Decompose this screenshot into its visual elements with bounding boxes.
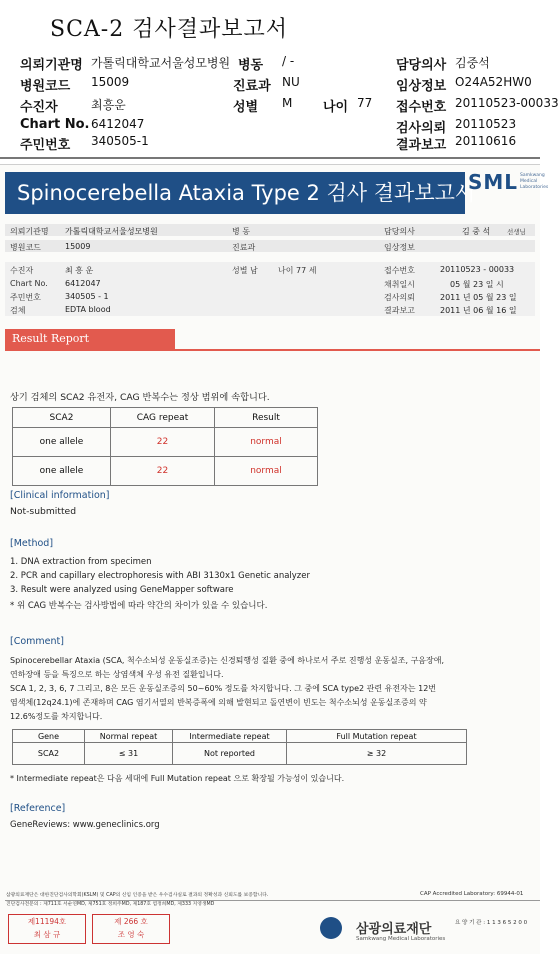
cover-clinical-label: 임상정보 [396,79,447,94]
repeat-range-table [12,729,467,765]
info-sex: 성별 남 [232,266,258,275]
reference-title: [Reference] [10,803,66,814]
result-header-cag: CAG repeat [111,408,215,428]
stamp-1-name: 최 삼 규 [33,930,61,939]
cag-value: 22 [111,457,215,486]
cover-age-label: 나이 [323,100,349,115]
info-chart-label: Chart No. [10,279,48,288]
info-clinical-label: 임상정보 [384,243,415,252]
cover-report-value: 20110616 [455,134,517,148]
org-subtitle: Samkwang Medical Laboratories [356,936,446,942]
cover-institution-label: 의뢰기관명 [20,58,83,73]
cover-hospital-code-value: 15009 [91,75,130,89]
cover-institution-value: 가톨릭대학교서울성모병원 [91,56,231,70]
cover-dept-value: NU [282,75,300,89]
stamp-2-number: 제 266 호 [114,917,148,926]
result-header-gene: SCA2 [13,408,111,428]
allele-label: one allele [13,428,111,457]
stamp-1-number: 제11194호 [27,917,67,926]
comment-line: 12.6%정도를 차지합니다. [10,712,103,721]
info-report-label: 결과보고 [384,306,415,315]
info-specimen-value: EDTA blood [65,305,111,314]
info-age: 나이 77 세 [278,266,317,275]
method-line: 3. Result were analyzed using GeneMapper software [10,585,234,595]
info-rrn-value: 340505 - 1 [65,292,109,301]
result-header-result: Result [215,408,318,428]
footer-accreditation: 삼광의료재단은 대한진단검사의학회(KSLM) 및 CAP의 신임 인증을 받은 우수검사실로 결과의 정확성과 신뢰도를 보증합니다. [6,893,269,898]
cag-value: 22 [111,428,215,457]
info-doctor-value: 김 중 석 [462,227,491,236]
result-table [12,407,318,486]
cover-divider [0,157,540,159]
doctor-stamp-2 [92,914,170,944]
footer-rule [5,900,540,901]
cover-age-value: 77 [357,96,373,110]
range-note: * Intermediate repeat은 다음 세대에 Full Mutation repeat 으로 확장될 가능성이 있습니다. [10,774,345,783]
result-report-label: Result Report [12,332,90,345]
cover-receipt-value: 20110523-00033 [455,96,559,110]
cover-request-label: 검사의뢰 [396,121,447,136]
range-gene: SCA2 [13,743,85,765]
method-line: 2. PCR and capillary electrophoresis with ABI 3130x1 Genetic analyzer [10,571,310,581]
info-hospital-code-label: 병원코드 [10,243,41,252]
info-doctor-suffix: 선생님 [507,228,526,236]
table-row [13,457,318,486]
result-report-rule [5,349,540,351]
method-title: [Method] [10,538,54,549]
clinical-text: Not-submitted [10,506,77,517]
cover-hospital-code-label: 병원코드 [20,79,71,94]
info-patient-value: 최 흥 운 [65,266,94,275]
info-dept-label: 진료과 [232,243,256,252]
cover-ward-label: 병동 [238,58,264,73]
method-line: 1. DNA extraction from specimen [10,557,152,567]
info-collect-label: 채취일시 [384,280,415,289]
range-intermediate: Not reported [173,743,287,765]
cover-patient-value: 최흥운 [91,98,126,112]
info-ward-label: 병 동 [232,227,250,236]
info-receipt-label: 접수번호 [384,266,415,275]
info-chart-value: 6412047 [65,279,101,288]
cover-ward-value: / - [282,54,295,68]
range-header-gene: Gene [13,730,85,743]
method-note: * 위 CAG 반복수는 검사방법에 따라 약간의 차이가 있을 수 있습니다. [10,601,268,611]
range-header-intermediate: Intermediate repeat [173,730,287,743]
cover-doctor-label: 담당의사 [396,58,447,73]
info-request-value: 2011 년 05 월 23 일 [440,293,517,302]
cover-request-value: 20110523 [455,117,517,131]
clinical-title: [Clinical information] [10,490,110,501]
comment-line: Spinocerebellar Ataxia (SCA, 척수소뇌성 운동실조증)는 신경퇴행성 질환 중에 하나로서 주로 진행성 운동실조, 구음장애, [10,656,445,665]
allele-label: one allele [13,457,111,486]
doctor-stamp-1 [8,914,86,944]
info-institution-label: 의뢰기관명 [10,227,49,236]
footer-doctors: 진단검사전문의 : 제711호 서순연MD, 제751호 정희주MD, 제187호 염정희MD, 제333 지영생MD [6,902,215,907]
cover-clinical-value: O24A52HW0 [455,75,532,89]
cover-title: SCA-2 검사결과보고서 [50,17,288,42]
info-collect-value: 05 월 23 일 시 [450,280,504,289]
range-full: ≥ 32 [287,743,467,765]
cover-rrn-value: 340505-1 [91,134,149,148]
org-name: 삼광의료재단 [356,922,432,937]
info-hospital-code-value: 15009 [65,242,91,251]
comment-line: 염색체(12q24.1)에 존재하며 CAG 염기서열의 반복증폭에 의해 발현되고 돌연변이 빈도는 척수소뇌성 운동실조증의 약 [10,698,427,707]
cover-report-label: 결과보고 [396,138,447,153]
report-banner-title: Spinocerebella Ataxia Type 2 검사 결과보고서 [5,172,465,214]
cover-doctor-value: 김중석 [455,56,490,70]
info-doctor-label: 담당의사 [384,227,415,236]
range-header-full: Full Mutation repeat [287,730,467,743]
comment-line: 연하장애 등을 특징으로 하는 상염색체 우성 유전 질환입니다. [10,670,224,679]
info-patient-label: 수진자 [10,266,34,275]
info-specimen-label: 검체 [10,306,26,315]
info-receipt-value: 20110523 - 00033 [440,265,515,274]
range-normal: ≤ 31 [85,743,173,765]
reference-text: GeneReviews: www.geneclinics.org [10,820,160,830]
stamp-2-name: 조 영 숙 [117,930,145,939]
result-value: normal [215,457,318,486]
sml-logo: SML [468,170,519,194]
info-rrn-label: 주민번호 [10,293,41,302]
comment-title: [Comment] [10,636,64,647]
cover-rrn-label: 주민번호 [20,138,71,153]
cover-receipt-label: 접수번호 [396,100,447,115]
cover-sex-label: 성별 [233,100,259,115]
table-row [13,428,318,457]
result-value: normal [215,428,318,457]
org-logo-icon [320,917,342,939]
result-table-header [13,408,318,428]
info-request-label: 검사의뢰 [384,293,415,302]
cover-chart-value: 6412047 [91,117,145,131]
cover-dept-label: 진료과 [233,79,271,94]
info-report-value: 2011 년 06 월 16 일 [440,306,517,315]
info-institution-value: 가톨릭대학교서울성모병원 [65,227,158,236]
org-contact: 요 양 기 관 : 1 1 3 6 5 2 0 0 [455,920,528,926]
footer-cap: CAP Accredited Laboratory: 69944-01 [420,891,524,897]
table-row [13,743,467,765]
cover-chart-label: Chart No. [20,117,90,132]
range-header-normal: Normal repeat [85,730,173,743]
sml-logo-subtitle: Samkwang Medical Laboratories [520,173,549,190]
summary-text: 상기 검체의 SCA2 유전자, CAG 반복수는 정상 범위에 속합니다. [10,392,270,403]
cover-sex-value: M [282,96,293,110]
cover-patient-label: 수진자 [20,100,58,115]
comment-line: SCA 1, 2, 3, 6, 7 그리고, 8은 모든 운동실조증의 50~60% 정도를 차지합니다. 그 중에 SCA type2 관련 유전자는 12번 [10,684,437,693]
range-table-header [13,730,467,743]
